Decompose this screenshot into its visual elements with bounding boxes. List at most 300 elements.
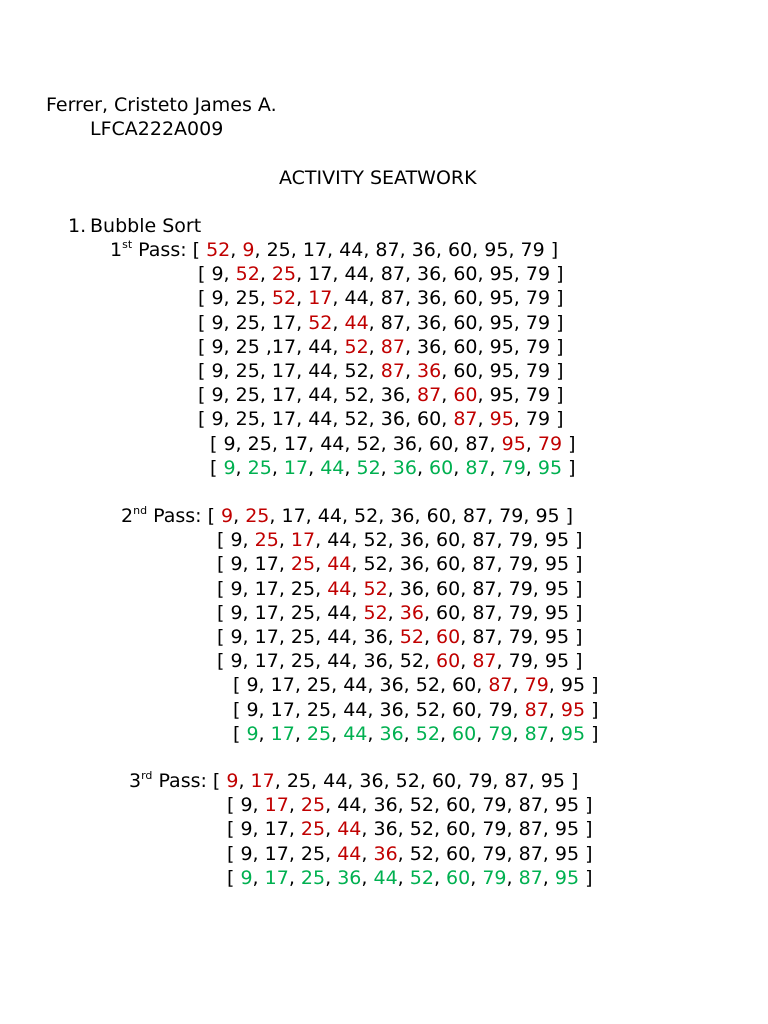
close-bracket: ] [569, 601, 583, 624]
array-value: 36 [399, 601, 424, 624]
separator: , [441, 408, 454, 431]
separator: , [404, 311, 418, 334]
separator: , [242, 577, 255, 600]
array-value: 9 [230, 577, 243, 600]
open-bracket: [ [217, 601, 231, 624]
array-value: 17 [270, 722, 295, 745]
array-value: 87 [472, 529, 497, 552]
separator: , [496, 553, 509, 576]
separator: , [331, 722, 344, 745]
separator: , [288, 842, 301, 865]
array-value: 36 [392, 456, 417, 479]
separator: , [512, 722, 525, 745]
separator: , [506, 866, 519, 889]
array-value: 44 [327, 529, 352, 552]
separator: , [477, 311, 490, 334]
close-bracket: ] [569, 529, 583, 552]
separator: , [242, 650, 255, 673]
separator: , [528, 770, 541, 792]
separator: , [532, 601, 545, 624]
separator: , [548, 674, 561, 697]
separator: , [496, 577, 509, 600]
separator: , [258, 674, 271, 697]
array-state-row [198, 407, 564, 431]
array-state-row [233, 673, 599, 697]
separator: , [332, 408, 345, 431]
close-bracket: ] [550, 263, 564, 286]
separator: , [315, 577, 328, 600]
array-value: 60 [429, 432, 454, 455]
array-value: 25 [290, 577, 316, 600]
separator: , [259, 384, 272, 407]
separator: , [423, 553, 437, 576]
separator: , [223, 263, 236, 286]
array-value: 87 [380, 335, 405, 358]
pass-word: Pass: [147, 505, 202, 527]
array-state-row [198, 359, 564, 383]
array-value: 9 [230, 626, 243, 648]
separator: , [513, 360, 526, 382]
array-value: 44 [317, 505, 342, 527]
array-value: 52 [415, 698, 440, 721]
array-value: 79 [508, 601, 533, 624]
array-value: 60 [446, 794, 471, 817]
separator: , [259, 408, 272, 431]
array-value: 25 [235, 287, 260, 310]
separator: , [404, 360, 418, 382]
separator: , [288, 794, 301, 817]
separator: , [532, 553, 545, 576]
separator: , [404, 263, 418, 286]
array-value: 17 [271, 335, 297, 358]
separator: , [367, 674, 380, 697]
array-value: 25 [254, 529, 279, 552]
array-value: 25 [235, 335, 260, 358]
separator: , [476, 674, 489, 697]
separator: , [460, 529, 473, 552]
open-bracket: [ [217, 626, 231, 648]
array-value: 17 [264, 842, 289, 865]
array-value: 9 [246, 674, 259, 697]
separator: , [387, 553, 400, 576]
separator: , [347, 770, 360, 792]
array-value: 95 [544, 553, 570, 576]
close-bracket: ] [585, 698, 599, 721]
separator: , [254, 239, 267, 261]
array-state-row [198, 311, 564, 335]
separator: , [532, 529, 545, 552]
separator: , [363, 239, 376, 261]
separator: , [470, 794, 483, 817]
array-value: 95 [537, 456, 563, 479]
array-value: 52 [409, 842, 434, 865]
separator: , [460, 650, 473, 673]
separator: , [435, 239, 448, 261]
pass-word: Pass: [132, 239, 187, 261]
array-value: 87 [453, 408, 478, 431]
close-bracket: ] [564, 770, 579, 792]
separator: , [296, 408, 309, 431]
array-value: 79 [525, 384, 551, 407]
separator: , [278, 650, 291, 673]
array-value: 52 [235, 263, 260, 286]
separator: , [403, 698, 416, 721]
array-value: 9 [211, 335, 224, 358]
array-value: 95 [554, 794, 580, 817]
separator: , [548, 722, 561, 745]
separator: , [489, 432, 502, 455]
separator: , [416, 456, 430, 479]
array-value: 9 [240, 794, 253, 817]
array-value: 79 [525, 287, 551, 310]
separator: , [423, 577, 437, 600]
close-bracket: ] [559, 505, 574, 527]
array-value: 17 [264, 794, 289, 817]
separator: , [477, 287, 490, 310]
separator: , [242, 553, 255, 576]
separator: , [230, 239, 243, 261]
array-value: 9 [211, 384, 224, 407]
separator: , [542, 818, 555, 841]
separator: , [252, 866, 265, 889]
separator: , [477, 335, 490, 358]
separator: , [259, 335, 272, 358]
array-value: 44 [337, 794, 362, 817]
separator: , [258, 722, 271, 745]
close-bracket: ] [569, 553, 583, 576]
array-state-row [227, 842, 593, 866]
pass-number: 3 [129, 770, 142, 792]
array-value: 44 [337, 818, 362, 841]
pass-word: Pass: [152, 770, 207, 792]
separator: , [368, 384, 381, 407]
array-value: 60 [453, 335, 478, 358]
array-value: 44 [327, 577, 352, 600]
separator: , [477, 263, 490, 286]
array-value: 36 [373, 818, 398, 841]
separator: , [513, 335, 526, 358]
array-value: 79 [525, 263, 551, 286]
array-value: 87 [380, 360, 405, 382]
array-value: 44 [373, 866, 398, 889]
separator: , [542, 794, 555, 817]
array-value: 25 [245, 505, 270, 527]
separator: , [542, 866, 555, 889]
array-value: 60 [453, 287, 478, 310]
separator: , [278, 577, 291, 600]
section-title: Bubble Sort [90, 215, 202, 237]
separator: , [513, 384, 526, 407]
separator: , [441, 311, 454, 334]
separator: , [242, 626, 255, 648]
array-value: 52 [206, 239, 231, 261]
array-value: 36 [417, 263, 442, 286]
separator: , [223, 335, 236, 358]
array-value: 79 [501, 456, 526, 479]
array-value: 60 [436, 529, 461, 552]
array-value: 17 [283, 432, 309, 455]
array-value: 95 [544, 626, 570, 648]
separator: , [433, 818, 447, 841]
array-value: 44 [339, 239, 364, 261]
array-value: 87 [375, 239, 400, 261]
open-bracket: [ [227, 842, 241, 865]
separator: , [387, 577, 400, 600]
array-value: 17 [264, 818, 289, 841]
array-value: 52 [363, 553, 388, 576]
array-state-row [217, 625, 583, 649]
separator: , [470, 818, 483, 841]
array-value: 87 [462, 505, 488, 527]
separator: , [259, 360, 272, 382]
array-value: 9 [223, 456, 236, 479]
separator: , [423, 626, 437, 648]
array-value: 60 [453, 384, 478, 407]
array-value: 36 [373, 842, 398, 865]
separator: , [477, 384, 490, 407]
array-value: 95 [544, 529, 570, 552]
array-value: 17 [271, 408, 297, 431]
separator: , [278, 529, 291, 552]
array-value: 87 [472, 626, 497, 648]
array-value: 17 [254, 601, 279, 624]
separator: , [506, 818, 519, 841]
array-state-row [227, 817, 593, 841]
close-bracket: ] [550, 408, 564, 431]
separator: , [235, 456, 248, 479]
array-value: 87 [380, 263, 405, 286]
pass-label [121, 504, 202, 528]
separator: , [368, 408, 381, 431]
separator: , [332, 360, 345, 382]
separator: , [476, 698, 489, 721]
separator: , [489, 456, 502, 479]
array-value: 52 [415, 722, 440, 745]
array-value: 44 [308, 384, 333, 407]
array-value: 25 [300, 866, 326, 889]
separator: , [404, 287, 418, 310]
array-state-row [217, 577, 583, 601]
array-value: 52 [363, 577, 388, 600]
separator: , [325, 818, 338, 841]
close-bracket: ] [585, 674, 599, 697]
array-value: 95 [544, 577, 570, 600]
array-value: 9 [230, 529, 243, 552]
array-state-row [198, 262, 564, 286]
separator: , [512, 698, 525, 721]
separator: , [252, 842, 265, 865]
separator: , [296, 384, 309, 407]
array-value: 9 [211, 360, 224, 382]
array-value: 36 [399, 553, 424, 576]
array-value: 79 [508, 553, 533, 576]
array-state-row [233, 722, 599, 746]
array-value: 87 [518, 866, 543, 889]
array-value: 44 [327, 650, 352, 673]
array-value: 25 [300, 842, 326, 865]
separator: , [368, 263, 381, 286]
pass-ordinal-suffix: nd [133, 504, 148, 517]
separator: , [404, 335, 418, 358]
separator: , [523, 505, 536, 527]
separator: , [351, 553, 364, 576]
array-value: 17 [264, 866, 289, 889]
separator: , [532, 577, 545, 600]
array-value: 79 [482, 842, 507, 865]
separator: , [496, 529, 509, 552]
array-value: 36 [379, 698, 404, 721]
separator: , [460, 601, 473, 624]
separator: , [344, 456, 357, 479]
array-value: 44 [343, 674, 368, 697]
separator: , [223, 287, 236, 310]
array-value: 25 [290, 626, 316, 648]
array-value: 79 [508, 577, 533, 600]
array-value: 52 [308, 311, 333, 334]
array-value: 60 [447, 239, 473, 261]
separator: , [439, 698, 453, 721]
separator: , [433, 866, 447, 889]
separator: , [296, 287, 309, 310]
open-bracket: [ [233, 698, 247, 721]
close-bracket: ] [579, 794, 593, 817]
array-value: 17 [281, 505, 306, 527]
array-value: 95 [540, 770, 565, 792]
array-value: 87 [518, 794, 543, 817]
separator: , [361, 842, 374, 865]
separator: , [305, 505, 318, 527]
separator: , [351, 577, 364, 600]
array-value: 36 [411, 239, 436, 261]
array-value: 60 [446, 818, 471, 841]
separator: , [332, 311, 345, 334]
array-value: 25 [271, 263, 297, 286]
array-value: 60 [436, 553, 461, 576]
separator: , [351, 650, 364, 673]
separator: , [315, 650, 328, 673]
separator: , [548, 698, 561, 721]
open-bracket: [ [198, 311, 212, 334]
array-value: 9 [246, 698, 259, 721]
separator: , [433, 794, 447, 817]
array-value: 79 [488, 722, 513, 745]
separator: , [399, 239, 412, 261]
array-value: 52 [363, 529, 388, 552]
array-value: 95 [554, 866, 580, 889]
array-value: 60 [453, 311, 478, 334]
array-value: 25 [306, 674, 332, 697]
array-state-row [210, 456, 576, 480]
separator: , [351, 529, 364, 552]
array-value: 52 [271, 287, 297, 310]
open-bracket: [ [198, 360, 212, 382]
separator: , [294, 674, 307, 697]
separator: , [414, 505, 427, 527]
array-value: 44 [344, 311, 369, 334]
array-value: 60 [429, 456, 454, 479]
separator: , [332, 263, 345, 286]
array-state-row [210, 432, 576, 456]
array-value: 25 [290, 650, 316, 673]
separator: , [367, 698, 380, 721]
array-value: 87 [472, 650, 497, 673]
array-value: 9 [230, 553, 243, 576]
separator: , [513, 263, 526, 286]
separator: , [403, 722, 416, 745]
array-value: 25 [300, 794, 326, 817]
open-bracket: [ [233, 674, 247, 697]
array-value: 36 [337, 866, 362, 889]
close-bracket: ] [579, 818, 593, 841]
array-value: 60 [446, 866, 471, 889]
separator: , [439, 722, 453, 745]
separator: , [433, 842, 447, 865]
array-value: 36 [379, 722, 404, 745]
array-value: 87 [504, 770, 529, 792]
separator: , [380, 432, 393, 455]
array-value: 36 [380, 384, 405, 407]
open-bracket: [ [198, 263, 212, 286]
array-value: 87 [472, 601, 497, 624]
array-state-row [193, 238, 559, 262]
array-value: 95 [535, 505, 560, 527]
array-value: 36 [380, 408, 405, 431]
open-bracket: [ [198, 384, 212, 407]
separator: , [223, 408, 236, 431]
array-value: 25 [290, 601, 316, 624]
array-value: 79 [508, 626, 533, 648]
separator: , [506, 842, 519, 865]
array-value: 36 [390, 505, 415, 527]
close-bracket: ] [579, 866, 593, 889]
separator: , [397, 866, 410, 889]
separator: , [487, 505, 500, 527]
separator: , [271, 456, 284, 479]
separator: , [252, 794, 265, 817]
separator: , [456, 770, 469, 792]
array-value: 44 [308, 335, 333, 358]
array-value: 17 [271, 360, 297, 382]
separator: , [542, 842, 555, 865]
separator: , [441, 263, 454, 286]
pass-ordinal-suffix: st [122, 238, 133, 251]
separator: , [294, 698, 307, 721]
array-value: 60 [436, 650, 461, 673]
array-value: 17 [270, 698, 295, 721]
array-state-row [217, 552, 583, 576]
array-value: 79 [482, 818, 507, 841]
array-value: 95 [501, 432, 526, 455]
array-state-row [213, 769, 579, 793]
separator: , [441, 384, 454, 407]
array-value: 25 [235, 384, 260, 407]
array-state-row [208, 504, 574, 528]
array-value: 60 [452, 674, 477, 697]
array-value: 9 [242, 239, 255, 261]
pass-ordinal-suffix: rd [141, 769, 153, 782]
separator: , [496, 601, 509, 624]
separator: , [460, 577, 473, 600]
array-value: 87 [472, 553, 497, 576]
array-value: 60 [436, 577, 461, 600]
array-value: 36 [417, 287, 442, 310]
separator: , [274, 770, 287, 792]
array-value: 79 [525, 360, 551, 382]
array-state-row [198, 286, 564, 310]
array-value: 9 [211, 287, 224, 310]
separator: , [397, 842, 410, 865]
array-value: 52 [356, 456, 381, 479]
